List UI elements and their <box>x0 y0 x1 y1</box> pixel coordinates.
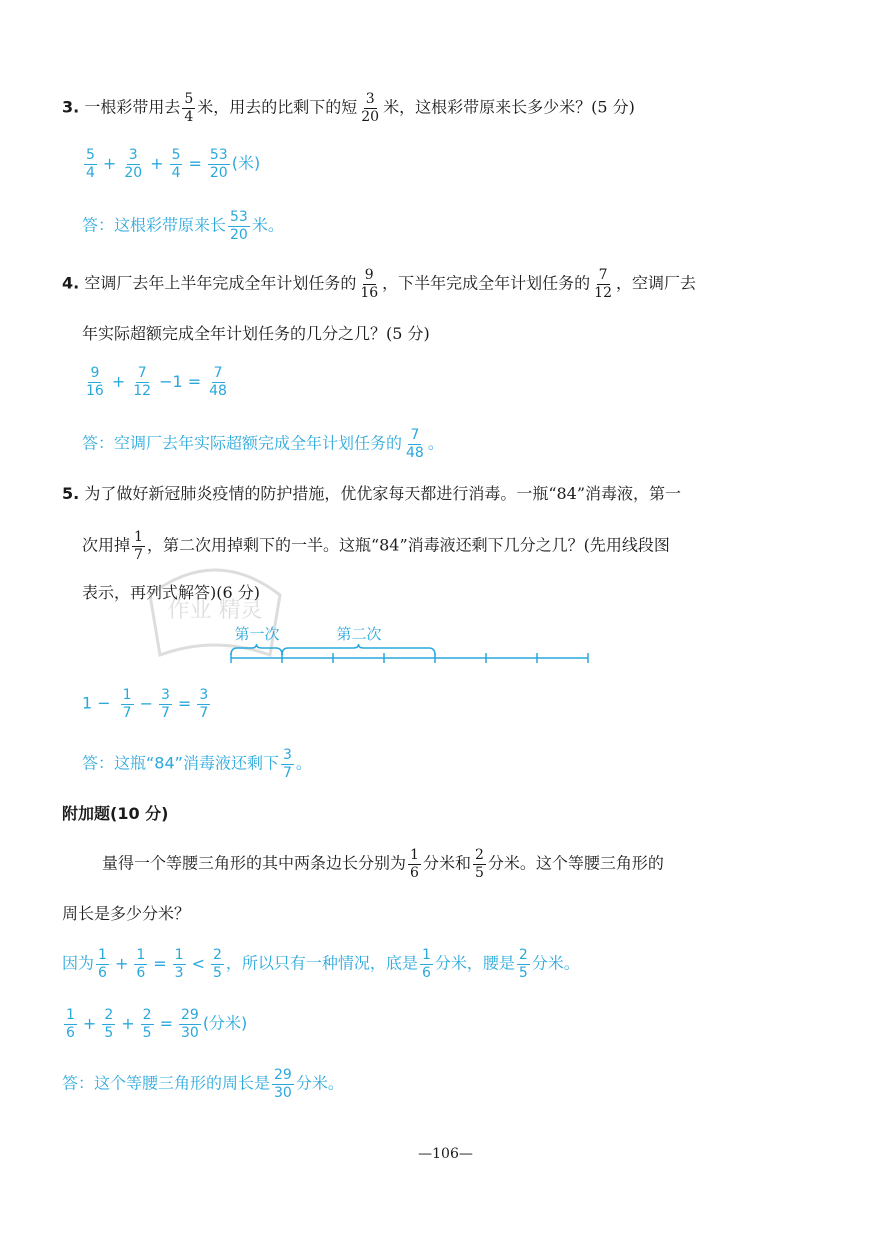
fraction: $\frac{5}{4}$ <box>184 91 194 125</box>
q5-number: 5. <box>62 484 80 503</box>
bonus-question-line2: 周长是多少分米？ <box>62 904 191 923</box>
fraction: $\frac{3}{7}$ <box>282 747 292 781</box>
bonus-answer: 答：这个等腰三角形的周长是 $\frac{29}{30}$ 分米。 <box>62 1067 344 1101</box>
fraction: $\frac{3}{7}$ <box>161 687 170 721</box>
fraction: $\frac{1}{6}$ <box>66 1007 75 1041</box>
fraction: $\frac{9}{16}$ <box>86 365 104 399</box>
fraction: $\frac{3}{20}$ <box>124 147 143 181</box>
fraction: $\frac{7}{12}$ <box>133 365 152 399</box>
q4-answer: 答：空调厂去年实际超额完成全年计划任务的 $\frac{7}{48}$ 。 <box>82 427 444 461</box>
fraction: $\frac{1}{6}$ <box>421 947 431 981</box>
fraction: $\frac{1}{7}$ <box>134 529 143 563</box>
brace-second <box>282 644 435 655</box>
q3-number: 3. <box>62 97 80 117</box>
fraction: $\frac{1}{6}$ <box>136 947 146 981</box>
q5-calculation: 1 − $\frac{1}{7}$ − $\frac{3}{7}$ = $\frac{3}{7}$ <box>82 687 209 721</box>
q4-question-line2: 年实际超额完成全年计划任务的几分之几？(5 分) <box>82 324 430 343</box>
diagram-label-first: 第一次 <box>234 625 280 643</box>
q4-number: 4. <box>62 273 80 293</box>
fraction: $\frac{5}{4}$ <box>171 147 181 181</box>
q3-answer: 答：这根彩带原来长 $\frac{53}{20}$ 米。 <box>82 209 284 243</box>
fraction: $\frac{3}{20}$ <box>361 91 380 125</box>
q5-question-line3: 表示，再列式解答)(6 分) <box>82 583 260 602</box>
fraction: $\frac{53}{20}$ <box>230 209 248 243</box>
line-segment-diagram <box>225 618 595 668</box>
fraction: $\frac{7}{12}$ <box>594 267 612 301</box>
fraction: $\frac{5}{4}$ <box>86 147 95 181</box>
q4-calculation: $\frac{9}{16}$ + $\frac{7}{12}$ −1 = $\frac{7}{48}$ <box>86 365 227 399</box>
fraction: $\frac{29}{30}$ <box>274 1067 292 1101</box>
fraction: $\frac{2}{5}$ <box>142 1007 152 1041</box>
fraction: $\frac{1}{6}$ <box>98 947 107 981</box>
fraction: $\frac{7}{48}$ <box>406 427 424 461</box>
q5-question: 5. 为了做好新冠肺炎疫情的防护措施，优优家每天都进行消毒。一瓶“84”消毒液，第一 <box>62 484 682 503</box>
svg-text:作业 精灵: 作业 精灵 <box>167 598 263 623</box>
fraction: $\frac{9}{16}$ <box>360 267 379 301</box>
fraction: $\frac{2}{5}$ <box>518 947 528 981</box>
q3-calculation: $\frac{5}{4}$ + $\frac{3}{20}$ + $\frac{5}{4}$ = $\frac{53}{20}$ (米) <box>86 147 261 181</box>
q3-text-a: 一根彩带用去 <box>84 97 181 117</box>
fraction: $\frac{1}{3}$ <box>174 947 184 981</box>
fraction: $\frac{53}{20}$ <box>209 147 228 181</box>
fraction: $\frac{29}{30}$ <box>180 1007 199 1041</box>
fraction: $\frac{1}{7}$ <box>122 687 132 721</box>
q3-text-b: 米，用去的比剩下的短 <box>197 97 358 117</box>
bonus-reason: 因为 $\frac{1}{6}$ + $\frac{1}{6}$ = $\frac{1}{3}$ < $\frac{2}{5}$ ，所以只有一种情况，底是 $\frac{1}{6}$ 分米，腰是 $\frac{2}{5}$ 分米。 <box>62 947 580 981</box>
brace-first <box>231 644 282 655</box>
q5-question-line2: 次用掉 $\frac{1}{7}$ ，第二次用掉剩下的一半。这瓶“84”消毒液还剩下几分之几？(先用线段图 <box>82 529 670 563</box>
bonus-title: 附加题(10 分) <box>62 804 169 823</box>
q3-question <box>62 92 635 124</box>
bonus-calculation: $\frac{1}{6}$ + $\frac{2}{5}$ + $\frac{2}{5}$ = $\frac{29}{30}$ (分米) <box>66 1007 248 1041</box>
q4-question: 4. 空调厂去年上半年完成全年计划任务的 $\frac{9}{16}$ ，下半年完成全年计划任务的 $\frac{7}{12}$ ，空调厂去 <box>62 267 697 301</box>
bonus-question: 量得一个等腰三角形的其中两条边长分别为 $\frac{1}{6}$ 分米和 $\frac{2}{5}$ 分米。这个等腰三角形的 <box>102 847 664 881</box>
fraction: $\frac{3}{7}$ <box>199 687 209 721</box>
fraction: $\frac{2}{5}$ <box>104 1007 114 1041</box>
page-number: —106— <box>418 1146 473 1162</box>
fraction: $\frac{2}{5}$ <box>474 847 484 881</box>
q5-answer: 答：这瓶“84”消毒液还剩下 $\frac{3}{7}$ 。 <box>82 747 312 781</box>
q3-text-c: 米，这根彩带原来长多少米？(5 分) <box>383 97 635 117</box>
fraction: $\frac{1}{6}$ <box>410 847 419 881</box>
fraction: $\frac{7}{48}$ <box>209 365 227 399</box>
fraction: $\frac{2}{5}$ <box>213 947 222 981</box>
diagram-label-second: 第二次 <box>336 625 382 643</box>
